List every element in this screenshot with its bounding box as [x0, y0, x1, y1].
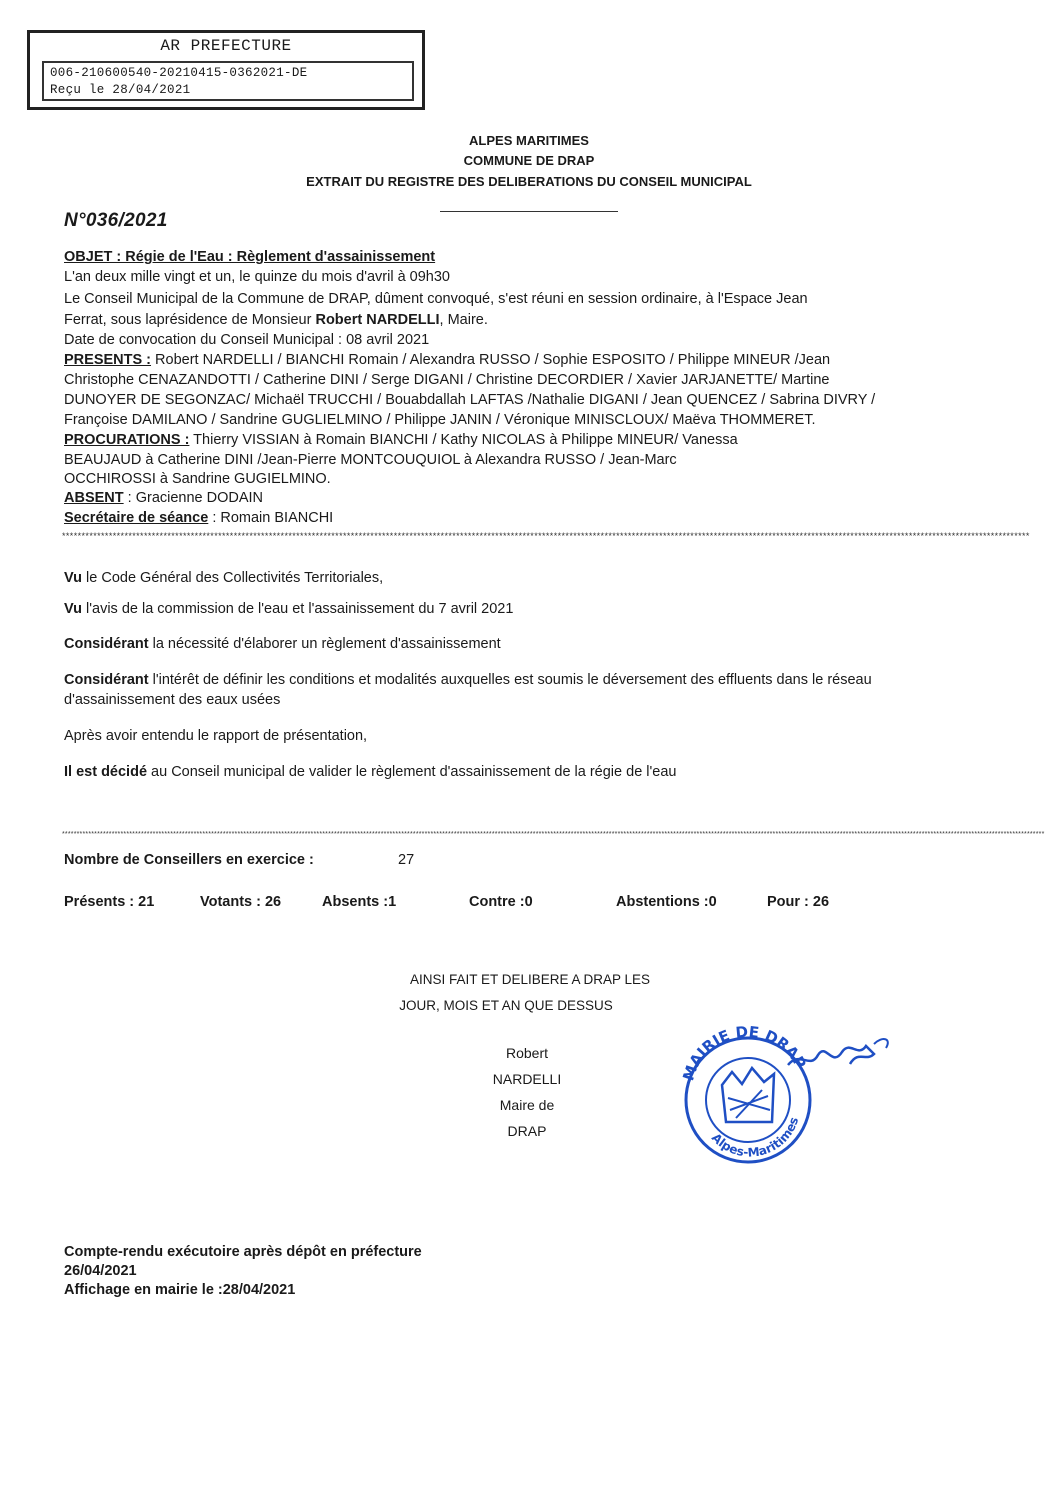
- presidence-text: Ferrat, sous laprésidence de Monsieur: [64, 312, 316, 328]
- vote-absents: Absents :1: [322, 894, 397, 910]
- considerant-label-2: Considérant: [64, 672, 149, 688]
- procurations-text-1: Thierry VISSIAN à Romain BIANCHI / Kathy NICOLAS à Philippe MINEUR/ Vanessa: [189, 432, 738, 448]
- mairie-seal-and-signature: [660, 1010, 900, 1170]
- vote-abstentions: Abstentions :0: [616, 894, 717, 910]
- asterisk-divider-top: ********************************************************************************************************************************************************************************************************************************************************: [62, 531, 1030, 541]
- decision-text: au Conseil municipal de valider le règlement d'assainissement de la régie de l'eau: [147, 764, 677, 780]
- presents-line-4: Françoise DAMILANO / Sandrine GUGLIELMINO / Philippe JANIN / Véronique MINISCLOUX/ Maëva THOMMERET.: [64, 412, 816, 428]
- ainsi-fait-line: AINSI FAIT ET DELIBERE A DRAP LES: [409, 972, 651, 987]
- vu-text-2: l'avis de la commission de l'eau et l'assainissement du 7 avril 2021: [82, 601, 514, 617]
- signatory-commune: DRAP: [507, 1123, 547, 1139]
- considerant-label-1: Considérant: [64, 636, 149, 652]
- considerant-2: [64, 670, 944, 710]
- signatory-role: Maire de: [499, 1097, 555, 1113]
- ar-prefecture-stamp: [27, 30, 425, 110]
- signatory-last-name: NARDELLI: [492, 1071, 562, 1087]
- svg-text:MAIRIE DE DRAP: [679, 1023, 810, 1083]
- mayor-name: Robert NARDELLI: [315, 312, 440, 328]
- absent-value: : Gracienne DODAIN: [123, 490, 264, 506]
- deliberation-number: N°036/2021: [64, 210, 168, 231]
- vu-cgct: [64, 568, 964, 588]
- presidence-end: , Maire.: [439, 312, 488, 328]
- objet-date-line: L'an deux mille vingt et un, le quinze du mois d'avril à 09h30: [64, 269, 450, 285]
- seal-text-top: MAIRIE DE DRAP: [679, 1022, 810, 1083]
- secretaire-line: [64, 508, 333, 528]
- vote-votants: Votants : 26: [200, 894, 282, 910]
- seal-inner-ring: [706, 1058, 790, 1142]
- ar-title: AR PREFECTURE: [160, 37, 292, 55]
- procurations-line-3: OCCHIROSSI à Sandrine GUGIELMINO.: [64, 471, 331, 487]
- objet-convocation-line: Le Conseil Municipal de la Commune de DRAP, dûment convoqué, s'est réuni en session ordinaire, à l'Espace Jean: [64, 291, 808, 307]
- vu-text-1: le Code Général des Collectivités Territoriales,: [82, 570, 384, 586]
- rapport-line: Après avoir entendu le rapport de présentation,: [64, 728, 368, 744]
- presents-line-2: Christophe CENAZANDOTTI / Catherine DINI / Serge DIGANI / Christine DECORDIER / Xavier JARJANETTE/ Martine: [64, 372, 830, 388]
- secretaire-label: Secrétaire de séance: [64, 510, 209, 526]
- seal-emblem: [722, 1068, 774, 1122]
- footer-block: [64, 1243, 422, 1300]
- objet-presidence-line: [64, 310, 488, 330]
- procurations-label: PROCURATIONS :: [64, 432, 190, 448]
- decision-label: Il est décidé: [64, 764, 148, 780]
- ar-received-date: Reçu le 28/04/2021: [50, 83, 191, 97]
- procurations-line-1: [64, 430, 738, 450]
- considerant-1: [64, 634, 964, 654]
- presents-text-1: Robert NARDELLI / BIANCHI Romain / Alexandra RUSSO / Sophie ESPOSITO / Philippe MINEUR /Jean: [151, 352, 831, 368]
- secretaire-value: : Romain BIANCHI: [208, 510, 334, 526]
- presents-label: PRESENTS :: [64, 352, 152, 368]
- absent-line: [64, 488, 263, 508]
- header-commune: COMMUNE DE DRAP: [463, 153, 595, 168]
- convocation-date-line: Date de convocation du Conseil Municipal : 08 avril 2021: [64, 332, 430, 348]
- objet-line: [64, 247, 435, 267]
- conseillers-value: 27: [398, 852, 415, 868]
- ar-id: 006-210600540-20210415-0362021-DE: [50, 66, 308, 80]
- vu-commission: [64, 599, 964, 619]
- conseillers-label: Nombre de Conseillers en exercice :: [64, 852, 314, 868]
- objet-label: OBJET : Régie de l'Eau : Règlement d'assainissement: [64, 249, 436, 265]
- jour-mois-line: JOUR, MOIS ET AN QUE DESSUS: [399, 998, 613, 1013]
- header-divider: [440, 211, 618, 212]
- considerant-text-1: la nécessité d'élaborer un règlement d'assainissement: [148, 636, 501, 652]
- vote-contre: Contre :0: [469, 894, 533, 910]
- vote-pour: Pour : 26: [767, 894, 830, 910]
- footer-date: 26/04/2021: [64, 1263, 137, 1279]
- header-registre: EXTRAIT DU REGISTRE DES DELIBERATIONS DU CONSEIL MUNICIPAL: [306, 174, 752, 189]
- seal-text-bottom: Alpes-Maritimes: [708, 1115, 802, 1160]
- decision-line: [64, 762, 964, 782]
- footer-executoire: Compte-rendu exécutoire après dépôt en préfecture: [64, 1244, 422, 1260]
- asterisk-divider-bottom: ************************************************************************************************************************************************************************************************************************************************************************************************************************************************: [62, 831, 1045, 838]
- vote-presents: Présents : 21: [64, 894, 155, 910]
- footer-affichage: Affichage en mairie le :28/04/2021: [64, 1282, 296, 1298]
- considerant-text-2: l'intérêt de définir les conditions et modalités auxquelles est soumis le déversement des effluents dans le réseau d'assainissement des eaux usées: [64, 672, 872, 708]
- vu-label-2: Vu: [64, 601, 82, 617]
- procurations-line-2: BEAUJAUD à Catherine DINI /Jean-Pierre MONTCOUQUIOL à Alexandra RUSSO / Jean-Marc: [64, 452, 677, 468]
- ar-inner-box: [42, 61, 414, 101]
- absent-label: ABSENT: [64, 490, 124, 506]
- header-department: ALPES MARITIMES: [469, 133, 589, 148]
- vu-label-1: Vu: [64, 570, 82, 586]
- signatory-first-name: Robert: [505, 1045, 549, 1061]
- presents-line-3: DUNOYER DE SEGONZAC/ Michaël TRUCCHI / Bouabdallah LAFTAS /Nathalie DIGANI / Jean QUENCEZ / Sabrina DIVRY /: [64, 392, 876, 408]
- presents-line-1: [64, 350, 830, 370]
